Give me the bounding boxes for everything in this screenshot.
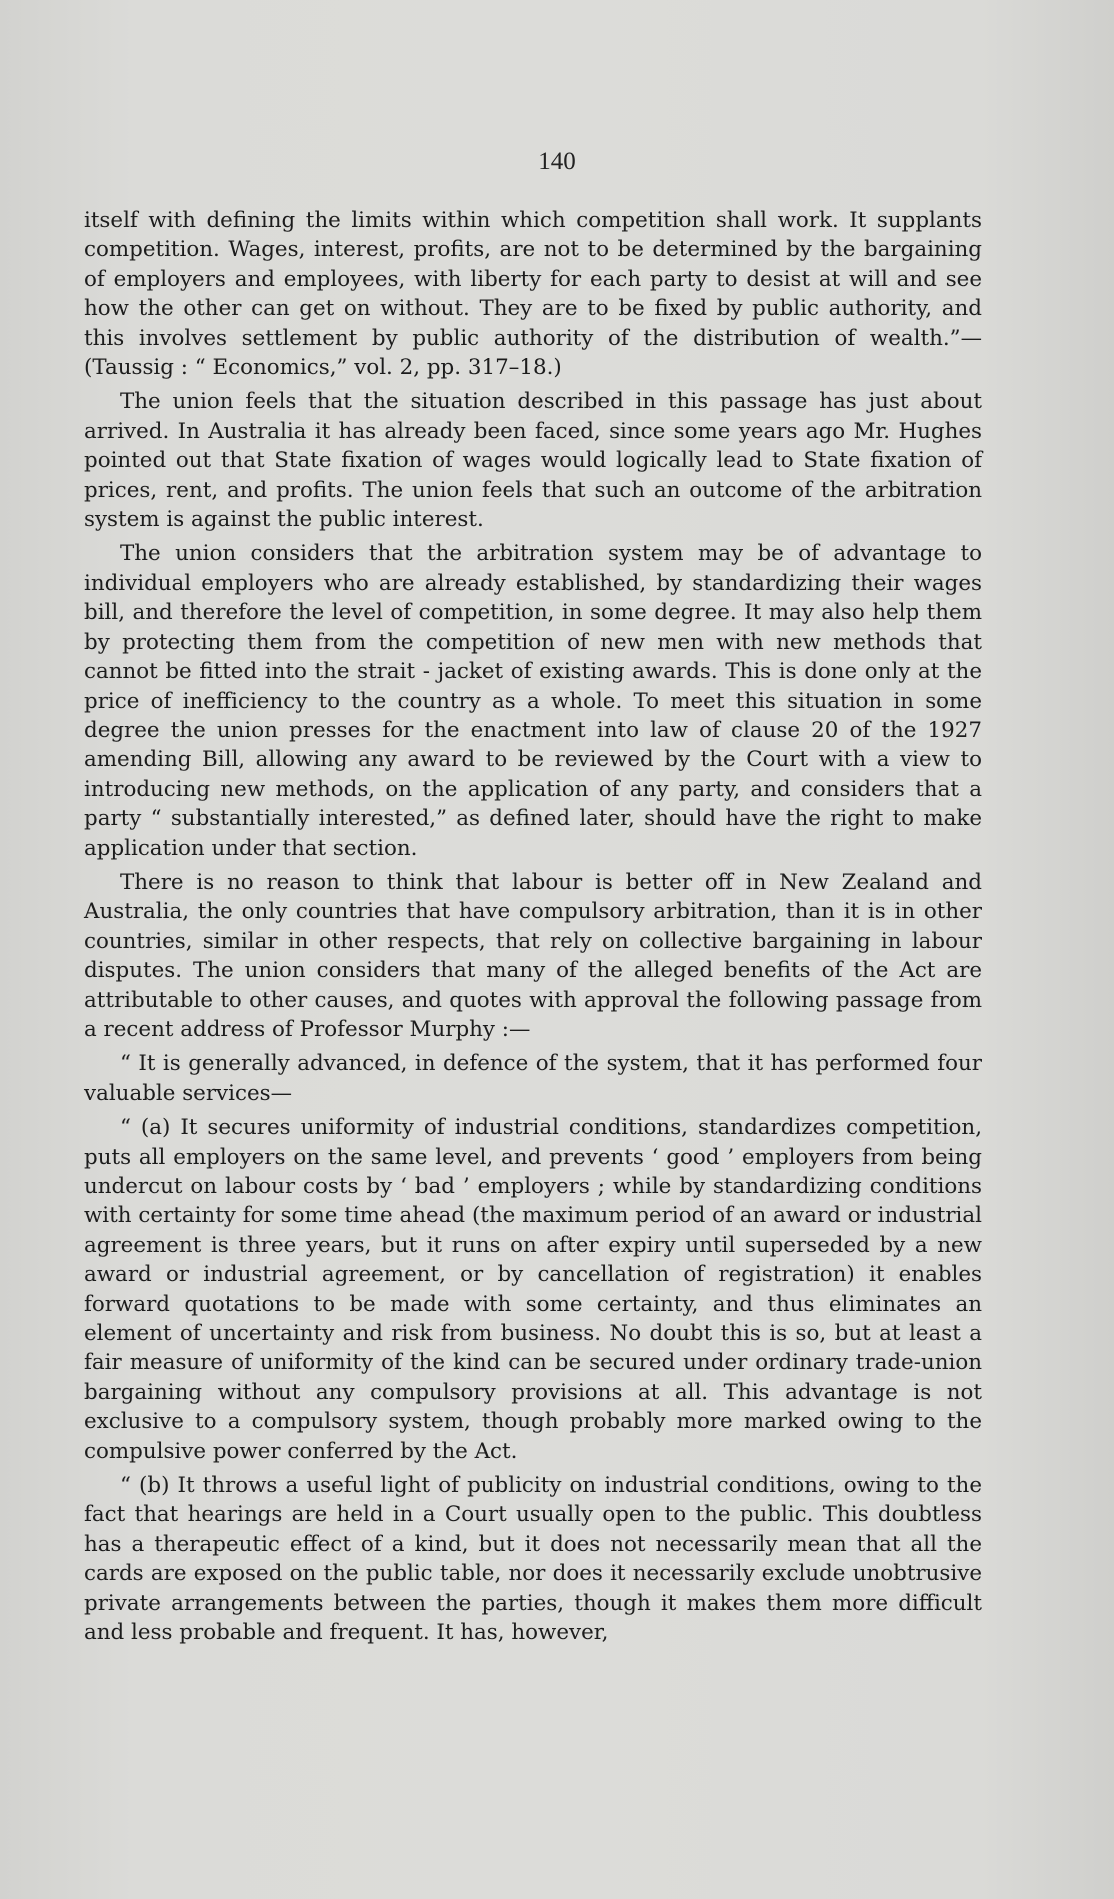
paragraph-2: The union feels that the situation described in this passage has just about arrived. In Australia it has already been faced, since some years ago Mr. Hughes pointed out that State fixation of wages would logically lead to State fixation of prices, rent, and profits. The union feels that such an outcome of the arbitration system is against the public interest. <box>84 389 982 533</box>
body-text <box>84 206 982 1653</box>
quote-point-b: “ (b) It throws a useful light of publicity on industrial conditions, owing to the fact that hearings are held in a Court usually open to the public. This doubtless has a therapeutic effect of a kind, but it does not necessarily mean that all the cards are exposed on the public table, nor does it necessarily exclude unobtrusive private arrangements between the parties, though it makes them more difficult and less probable and frequent. It has, however, <box>84 1473 982 1646</box>
paragraph-4: There is no reason to think that labour is better off in New Zealand and Australia, the only countries that have compulsory arbitration, than it is in other countries, similar in other respects, that rely on collective bargaining in labour disputes. The union considers that many of the alleged benefits of the Act are attributable to other causes, and quotes with approval the following passage from a recent address of Professor Murphy :— <box>84 869 982 1042</box>
page-number: 140 <box>538 148 576 175</box>
quote-intro: “ It is generally advanced, in defence of the system, that it has performed four valuable services— <box>84 1051 982 1106</box>
paragraph-1: itself with defining the limits within which competition shall work. It supplants competition. Wages, interest, profits, are not to be determined by the bargaining of employers and employees, with liberty for each party to desist at will and see how the other can get on without. They are to be fixed by public authority, and this involves settlement by public authority of the distribution of wealth.”—(Taussig : “ Economics,” vol. 2, pp. 317–18.) <box>84 208 982 381</box>
paragraph-3: The union considers that the arbitration system may be of advantage to individual employers who are already established, by standardizing their wages bill, and therefore the level of competition, in some degree. It may also help them by protecting them from the competition of new men with new methods that cannot be fitted into the strait - jacket of existing awards. This is done only at the price of inefficiency to the country as a whole. To meet this situation in some degree the union presses for the enactment into law of clause 20 of the 1927 amending Bill, allowing any award to be reviewed by the Court with a view to introducing new methods, on the application of any party, and considers that a party “ substantially interested,” as defined later, should have the right to make application under that section. <box>84 541 982 861</box>
quote-point-a: “ (a) It secures uniformity of industrial conditions, standardizes competition, puts all employers on the same level, and prevents ‘ good ’ employers from being undercut on labour costs by ‘ bad ’ employers ; while by standardizing conditions with certainty for some time ahead (the maximum period of an award or industrial agreement is three years, but it runs on after expiry until superseded by a new award or industrial agreement, or by cancellation of registration) it enables forward quotations to be made with some certainty, and thus eliminates an element of uncertainty and risk from business. No doubt this is so, but at least a fair measure of uniformity of the kind can be secured under ordinary trade-union bargaining without any compulsory provisions at all. This advantage is not exclusive to a compulsory system, though probably more marked owing to the compulsive power conferred by the Act. <box>84 1115 982 1464</box>
